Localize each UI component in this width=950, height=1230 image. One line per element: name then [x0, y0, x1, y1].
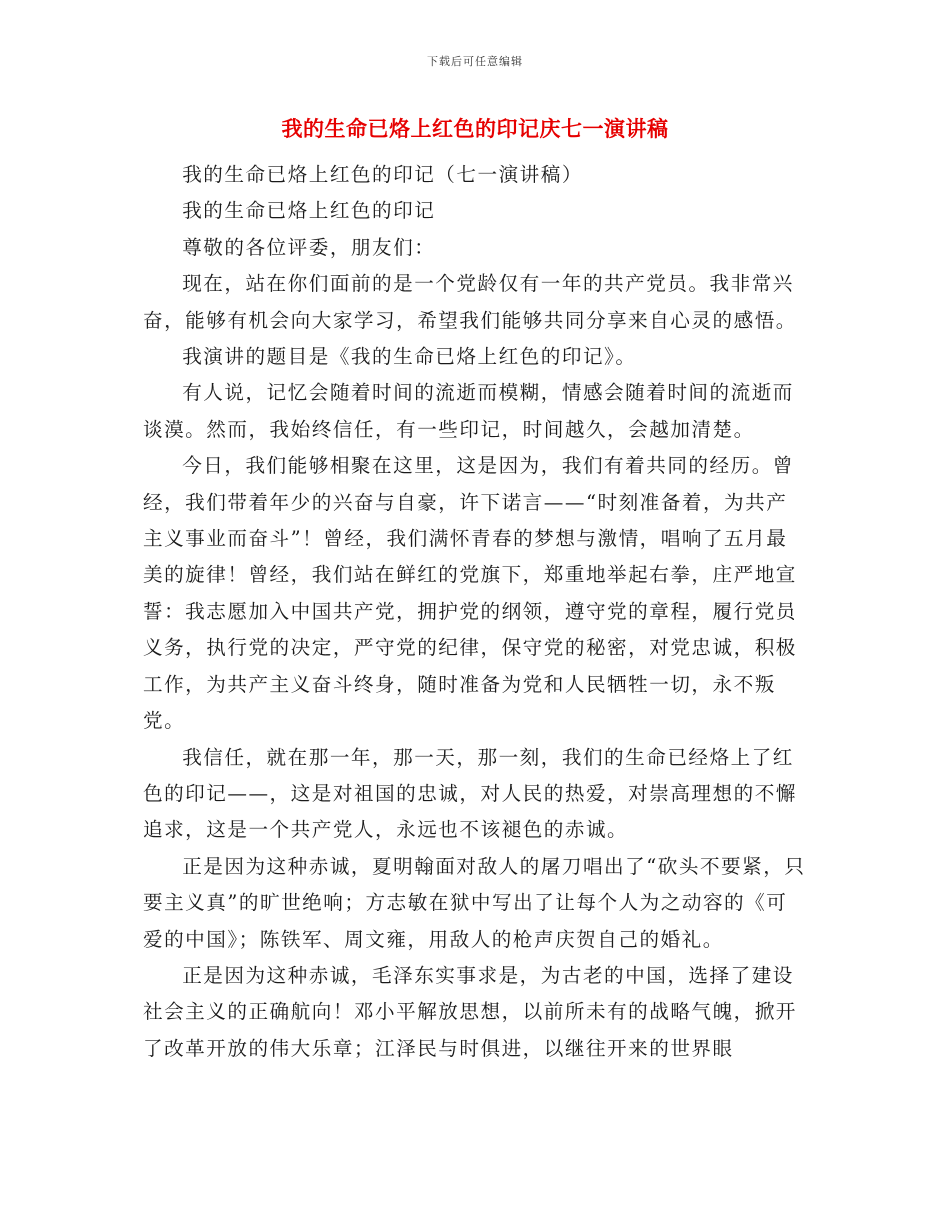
- header-note: 下载后可任意编辑: [427, 55, 523, 68]
- paragraph: 我的生命已烙上红色的印记（七一演讲稿）: [182, 163, 583, 186]
- paragraph: 有人说，记忆会随着时间的流逝而模糊，情感会随着时间的流逝而谈漠。然而，我始终信任，有一些印记，时间越久，会越加清楚。: [143, 381, 794, 441]
- document-title: 我的生命已烙上红色的印记庆七一演讲稿: [281, 117, 669, 141]
- paragraph: 现在，站在你们面前的是一个党龄仅有一年的共产党员。我非常兴奋，能够有机会向大家学习，希望我们能够共同分享来自心灵的感悟。: [143, 272, 797, 332]
- paragraph: 我信任，就在那一年，那一天，那一刻，我们的生命已经烙上了红色的印记——，这是对祖国的忠诚，对人民的热爱，对崇高理想的不懈追求，这是一个共产党人，永远也不该褪色的赤诚。: [143, 745, 797, 842]
- paragraph: 正是因为这种赤诚，夏明翰面对敌人的屠刀唱出了“砍头不要紧，只要主义真”的旷世绝响；方志敏在狱中写出了让每个人为之动容的《可爱的中国》；陈铁军、周文雍，用敌人的枪声庆贺自己的婚礼。: [143, 854, 806, 951]
- paragraph: 尊敬的各位评委，朋友们：: [182, 235, 436, 259]
- paragraph: 今日，我们能够相聚在这里，这是因为，我们有着共同的经历。曾经，我们带着年少的兴奋与自豪，许下诺言——“时刻准备着，为共产主义事业而奋斗”！曾经，我们满怀青春的梦想与激情，唱响了五月最美的旋律！曾经，我们站在鲜红的党旗下，郑重地举起右拳，庄严地宣誓：我志愿加入中国共产党，拥护党的纲领，遵守党的章程，履行党员义务，执行党的决定，严守党的纪律，保守党的秘密，对党忠诚，积极工作，为共产主义奋斗终身，随时准备为党和人民牺牲一切，永不叛党。: [143, 454, 797, 733]
- document-body: [143, 157, 808, 1067]
- paragraph: 正是因为这种赤诚，毛泽东实事求是，为古老的中国，选择了建设社会主义的正确航向！邓小平解放思想，以前所未有的战略气魄，掀开了改革开放的伟大乐章；江泽民与时俱进，以继往开来的世界眼: [143, 963, 797, 1060]
- paragraph: 我演讲的题目是《我的生命已烙上红色的印记》。: [182, 345, 637, 369]
- paragraph: 我的生命已烙上红色的印记: [182, 199, 436, 223]
